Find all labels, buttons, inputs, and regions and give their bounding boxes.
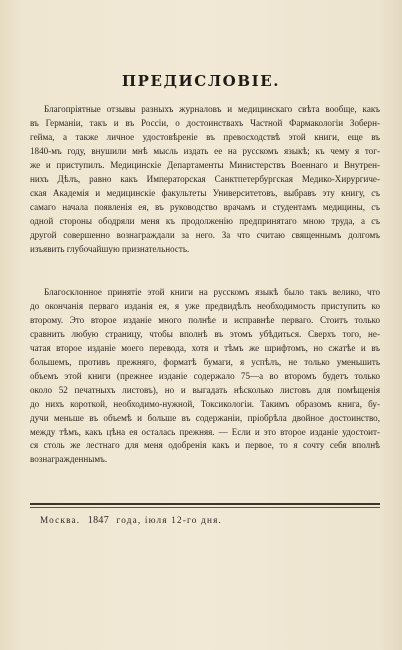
text-line: до нихъ короткой, необходимо-нужной, Токсикологіи. Такимъ образомъ книга, бу- — [30, 398, 380, 409]
text-line: дучи меньше въ объемѣ и больше въ содержаніи, пріобрѣла двойное достоинство, — [30, 412, 380, 423]
text-line: самаго начала появленія ея, въ руководство врачамъ и студентамъ медицины, съ — [30, 201, 380, 212]
text-line: до окончанія перваго изданія ея, я уже предвидѣлъ необходимость приступить ко — [30, 300, 380, 311]
page-title: ПРЕДИСЛОВІЕ. — [121, 72, 281, 90]
text-line: второму. Это второе изданіе много полнѣе и исправнѣе перваго. Стоитъ только — [30, 314, 380, 325]
date-signoff — [40, 515, 222, 526]
text-line: же и приступилъ. Медицинскіе Департаменты Министерствъ Военнаго и Внутрен- — [30, 159, 380, 170]
text-line: около 52 печатныхъ листовъ), но и выгадать нѣсколько листовъ для помѣщенія — [30, 384, 380, 395]
text-line: другой совершенно вознаграждали за него. За что считаю священнымъ долгомъ — [30, 229, 380, 240]
text-line: гейма, а также личное удостовѣреніе въ превосходствѣ этой книги, еще въ — [30, 131, 380, 142]
text-line: вознагражденнымъ. — [30, 454, 108, 465]
text-line: въ Германіи, такъ и въ Россіи, о достоинствахъ Частной Фармакологіи Зоберн- — [30, 117, 380, 128]
text-line: большемъ, противъ прежняго, форматѣ бумаги, я успѣлъ, не только уменьшить — [30, 356, 380, 367]
preface-paragraph-1 — [30, 103, 380, 256]
text-line: Благосклонное принятіе этой книги на русскомъ языкѣ было такъ велико, что — [44, 287, 380, 297]
text-line: чатая второе изданіе моего перевода, хотя и тѣмъ же шрифтомъ, но сжатѣе и въ — [30, 342, 380, 353]
text-line: Благопріятные отзывы разныхъ журналовъ и медицинскаго свѣта вообще, какъ — [44, 104, 380, 114]
text-line: одной стороны ободряли меня къ продолженію предпринятаго мною труда, а съ — [30, 215, 380, 226]
preface-paragraph-2 — [30, 286, 380, 467]
text-line: между тѣмъ, какъ цѣна ея осталась прежняя. — Если и это второе изданіе удостоит- — [30, 426, 380, 437]
divider-rule — [30, 503, 380, 505]
text-line: 1840-мъ году, внушили мнѣ мысль издать ее на русскомъ языкѣ; къ чему я тог- — [30, 145, 380, 156]
signoff-date: года, іюля 12-го дня. — [116, 515, 222, 525]
text-line: ская Академія и медицинскіе факультеты Университетовъ, выбравъ эту книгу, съ — [30, 187, 380, 198]
signoff-place: Москва. — [40, 515, 81, 525]
text-line: объемъ этой книги (прежнее изданіе содержало 75—а во второмъ будетъ только — [30, 370, 380, 381]
text-line: изъявить глубочайшую признательность. — [30, 243, 190, 254]
text-line: сравнить любую страницу, чтобы вполнѣ въ этомъ убѣдиться. Сверхъ того, не- — [30, 328, 380, 339]
signoff-year: 1847 — [87, 515, 109, 526]
text-line: нихъ Дѣлъ, равно какъ Императорская Санктпетербургская Медико-Хирургиче- — [30, 173, 380, 184]
text-line: ся столь же лестнаго для меня одобренія какъ и первое, то я сочту себя вполнѣ — [30, 440, 380, 451]
